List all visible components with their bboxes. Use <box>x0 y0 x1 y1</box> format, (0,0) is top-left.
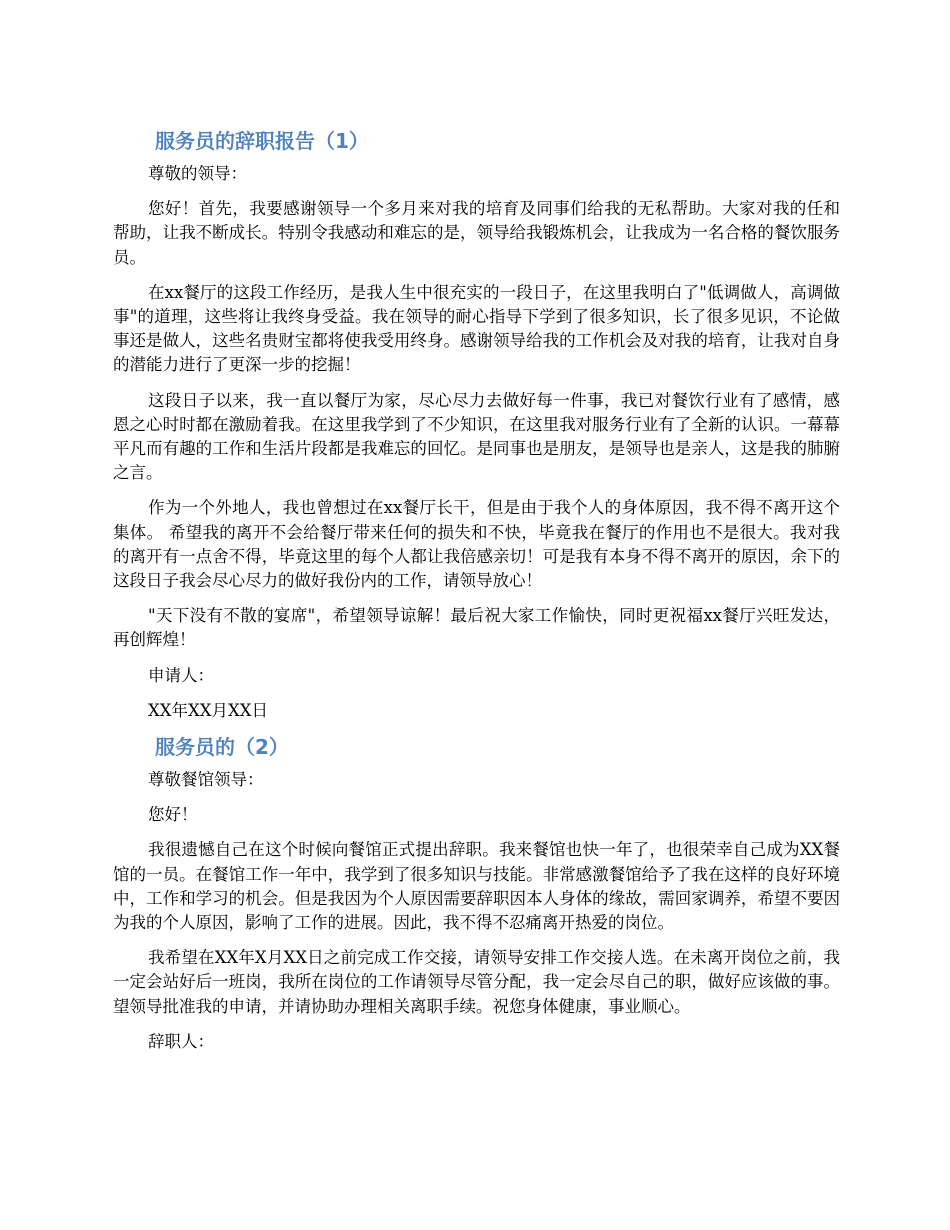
salutation-1: 尊敬的领导： <box>148 164 247 183</box>
resigner-label: 辞职人： <box>148 1031 214 1051</box>
section-title-1: 服务员的辞职报告（1） <box>155 129 369 153</box>
section-title-2: 服务员的（2） <box>155 735 289 760</box>
paragraph-2-1: 我很遗憾自己在这个时候向餐馆正式提出辞职。我来餐馆也快一年了，也很荣幸自己成为XX餐馆的一员。在餐馆工作一年中，我学到了很多知识与技能。非常感激餐馆给予了我在这样的良好环境中，工作和学习的机会。但是我因为个人原因需要辞职因本人身体的缘故，需回家调养，希望不要因为我的个人原因，影响了工作的进展。因此，我不得不忍痛离开热爱的岗位。 <box>113 840 840 933</box>
paragraph-2-2: 我希望在XX年X月XX日之前完成工作交接，请领导安排工作交接人选。在未离开岗位之前，我一定会站好后一班岗，我所在岗位的工作请领导尽管分配，我一定会尽自己的职，做好应该做的事。望领导批准我的申请，并请协助办理相关离职手续。祝您身体健康，事业顺心。 <box>113 948 840 1016</box>
paragraph-1-3: 这段日子以来，我一直以餐厅为家，尽心尽力去做好每一件事，我已对餐饮行业有了感情，感恩之心时时都在激励着我。在这里我学到了不少知识，在这里我对服务行业有了全新的认识。一幕幕平凡而有趣的工作和生活片段都是我难忘的回忆。是同事也是朋友，是领导也是亲人，这是我的肺腑之言。 <box>113 390 840 483</box>
applicant-label: 申请人： <box>148 665 214 685</box>
greeting: 您好！ <box>148 805 198 825</box>
paragraph-1-5: "天下没有不散的宴席"，希望领导谅解！最后祝大家工作愉快，同时更祝福xx餐厅兴旺发达，再创辉煌！ <box>113 606 840 650</box>
paragraph-1-4: 作为一个外地人，我也曾想过在xx餐厅长干，但是由于我个人的身体原因，我不得不离开这个集体。 希望我的离开不会给餐厅带来任何的损失和不快，毕竟我在餐厅的作用也不是很大。我对我的离开有一点舍不得，毕竟这里的每个人都让我倍感亲切！可是我有本身不得不离开的原因，余下的这段日子我会尽心尽力的做好我份内的工作，请领导放心！ <box>113 498 840 591</box>
document-body <box>113 125 840 1065</box>
salutation-2: 尊敬餐馆领导： <box>148 770 264 790</box>
paragraph-1-1: 您好！首先，我要感谢领导一个多月来对我的培育及同事们给我的无私帮助。大家对我的任和帮助，让我不断成长。特别令我感动和难忘的是，领导给我锻炼机会，让我成为一名合格的餐饮服务员。 <box>113 199 840 267</box>
date-line: XX年XX月XX日 <box>148 700 268 720</box>
paragraph-1-2: 在xx餐厅的这段工作经历，是我人生中很充实的一段日子，在这里我明白了"低调做人，高调做事"的道理，这些将让我终身受益。我在领导的耐心指导下学到了很多知识，长了很多见识，不论做事还是做人，这些名贵财宝都将使我受用终身。感谢领导给我的工作机会及对我的培育，让我对自身的潜能力进行了更深一步的挖掘！ <box>113 282 840 375</box>
